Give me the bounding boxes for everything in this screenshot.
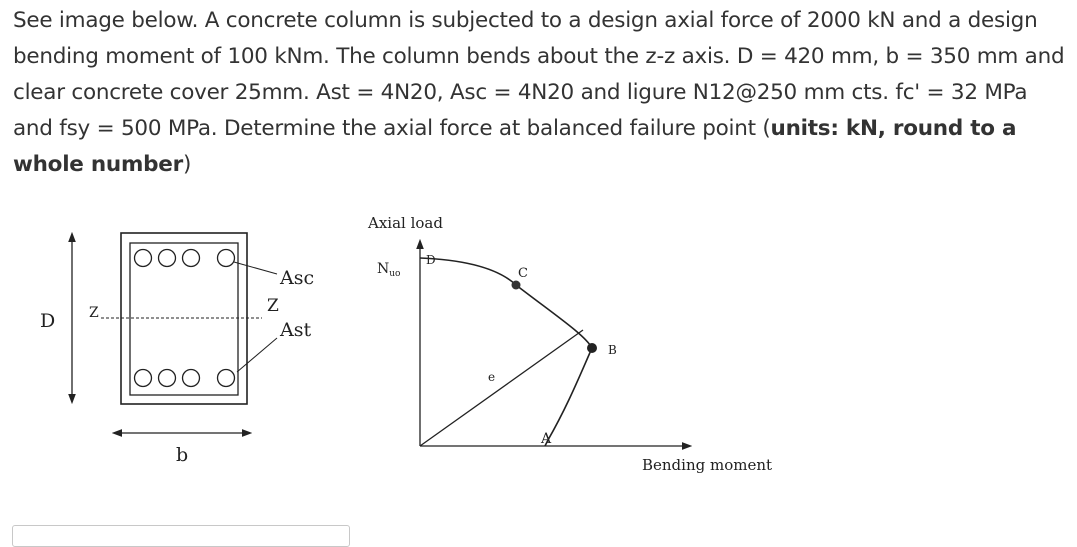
ast-label: Ast [280, 319, 312, 341]
asc-label: Asc [280, 267, 315, 289]
x-axis-label: Bending moment [642, 456, 773, 474]
rebar [135, 370, 152, 387]
width-label: b [176, 444, 189, 466]
interaction-curve [420, 258, 592, 446]
interaction-diagram [367, 214, 772, 474]
nuo-label: $N_{uo}$ [377, 261, 401, 279]
point-b-marker [587, 343, 597, 353]
answer-input[interactable] [12, 525, 350, 547]
question-closing-paren: ) [182, 152, 192, 177]
point-a-label: A [541, 431, 552, 447]
question-units-instruction: units: kN, round to a whole number [13, 116, 1017, 177]
asc-leader-line [234, 262, 277, 274]
point-d-label: D [426, 253, 436, 267]
rebar [183, 250, 200, 267]
z-label-right: Z [267, 296, 279, 316]
column-cross-section [40, 233, 314, 466]
question-body: See image below. A concrete column is subjected to a design axial force of 2000 kN and a design bending moment of 100 kNm. The column bends about the z-z axis. D = 420 mm, b = 350 mm and clear concrete cover 25mm. Ast = 4N20, Asc = 4N20 and ligure N12@250 mm cts. fc' = 32 MPa and fsy = 500 MPa. Determine the axial force at balanced failure point ( [13, 8, 1065, 141]
depth-label: D [40, 310, 56, 332]
rebar [218, 370, 235, 387]
point-c-label: C [518, 266, 528, 281]
rebar [159, 250, 176, 267]
ast-leader-line [237, 338, 277, 372]
point-e-label: e [488, 370, 496, 384]
point-c-marker [512, 281, 521, 290]
rebar [135, 250, 152, 267]
rebar [183, 370, 200, 387]
bottom-steel-bars [135, 370, 235, 387]
top-steel-bars [135, 250, 235, 267]
rebar [218, 250, 235, 267]
point-b-label: B [608, 343, 617, 357]
y-axis-label: Axial load [368, 214, 443, 232]
balanced-failure-line [420, 330, 583, 446]
rebar [159, 370, 176, 387]
z-label-left: Z [89, 305, 99, 321]
